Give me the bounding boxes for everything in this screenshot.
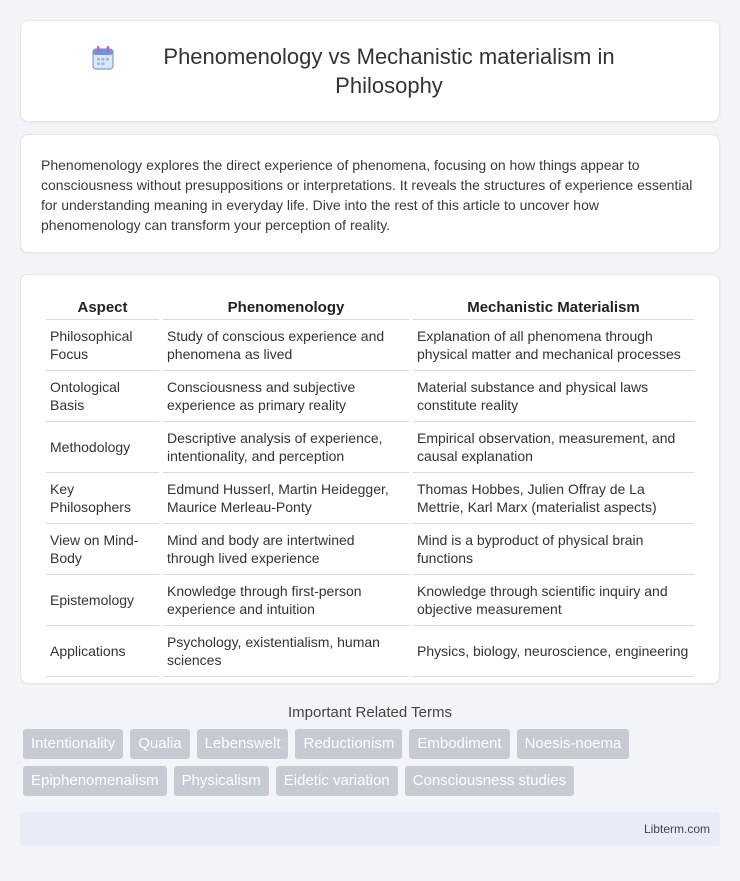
footer xyxy=(20,812,720,846)
table-row xyxy=(46,422,694,473)
table-cell-materialism: Empirical observation, measurement, and causal explanation xyxy=(413,422,694,473)
tag-eidetic-variation[interactable]: Eidetic variation xyxy=(276,766,398,796)
table-cell-phenomenology: Edmund Husserl, Martin Heidegger, Maurice Merleau-Ponty xyxy=(163,473,409,524)
page-title: Phenomenology vs Mechanistic materialism in Philosophy xyxy=(163,44,615,98)
table-cell-materialism: Material substance and physical laws constitute reality xyxy=(413,371,694,422)
header-card xyxy=(20,20,720,122)
table-row xyxy=(46,371,694,422)
tag-epiphenomenalism[interactable]: Epiphenomenalism xyxy=(23,766,167,796)
intro-text: Phenomenology explores the direct experience of phenomena, focusing on how things appear to consciousness without presuppositions or interpretations. It reveals the structures of experience essential for understanding meaning in everyday life. Dive into the rest of this article to uncover how phenomenology can transform your perception of reality. xyxy=(41,157,693,233)
tag-intentionality[interactable]: Intentionality xyxy=(23,729,123,759)
table-cell-aspect: View on Mind-Body xyxy=(46,524,159,575)
table-header-row xyxy=(46,297,694,320)
table-cell-materialism: Explanation of all phenomena through physical matter and mechanical processes xyxy=(413,320,694,371)
related-terms-title: Important Related Terms xyxy=(288,704,452,721)
table-cell-materialism: Knowledge through scientific inquiry and objective measurement xyxy=(413,575,694,626)
table-cell-aspect: Philosophical Focus xyxy=(46,320,159,371)
table-cell-phenomenology: Study of conscious experience and phenomena as lived xyxy=(163,320,409,371)
table-cell-aspect: Epistemology xyxy=(46,575,159,626)
table-cell-materialism: Mind is a byproduct of physical brain functions xyxy=(413,524,694,575)
table-cell-phenomenology: Psychology, existentialism, human sciences xyxy=(163,626,409,677)
table-cell-aspect: Methodology xyxy=(46,422,159,473)
tag-noesis-noema[interactable]: Noesis-noema xyxy=(517,729,630,759)
table-row xyxy=(46,473,694,524)
related-terms-tags xyxy=(20,729,720,796)
table-cell-phenomenology: Consciousness and subjective experience as primary reality xyxy=(163,371,409,422)
column-header-phenomenology: Phenomenology xyxy=(163,297,409,320)
table-cell-aspect: Applications xyxy=(46,626,159,677)
table-cell-aspect: Key Philosophers xyxy=(46,473,159,524)
comparison-table-card xyxy=(20,274,720,684)
tag-qualia[interactable]: Qualia xyxy=(130,729,189,759)
table-row xyxy=(46,575,694,626)
intro-card xyxy=(20,134,720,253)
comparison-table xyxy=(42,297,698,677)
table-row xyxy=(46,524,694,575)
related-terms-section xyxy=(20,704,720,796)
tag-reductionism[interactable]: Reductionism xyxy=(295,729,402,759)
table-row xyxy=(46,320,694,371)
table-cell-phenomenology: Mind and body are intertwined through lived experience xyxy=(163,524,409,575)
tag-physicalism[interactable]: Physicalism xyxy=(174,766,269,796)
column-header-mechanistic-materialism: Mechanistic Materialism xyxy=(413,297,694,320)
column-header-aspect: Aspect xyxy=(46,297,159,320)
footer-brand[interactable]: Libterm.com xyxy=(643,822,710,836)
tag-embodiment[interactable]: Embodiment xyxy=(409,729,509,759)
tag-consciousness-studies[interactable]: Consciousness studies xyxy=(405,766,574,796)
table-cell-phenomenology: Descriptive analysis of experience, intentionality, and perception xyxy=(163,422,409,473)
table-cell-phenomenology: Knowledge through first-person experience and intuition xyxy=(163,575,409,626)
title-wrap xyxy=(91,42,649,100)
table-cell-materialism: Physics, biology, neuroscience, engineering xyxy=(413,626,694,677)
table-cell-materialism: Thomas Hobbes, Julien Offray de La Mettrie, Karl Marx (materialist aspects) xyxy=(413,473,694,524)
tag-lebenswelt[interactable]: Lebenswelt xyxy=(197,729,289,759)
table-row xyxy=(46,626,694,677)
calendar-icon xyxy=(91,45,115,71)
table-cell-aspect: Ontological Basis xyxy=(46,371,159,422)
